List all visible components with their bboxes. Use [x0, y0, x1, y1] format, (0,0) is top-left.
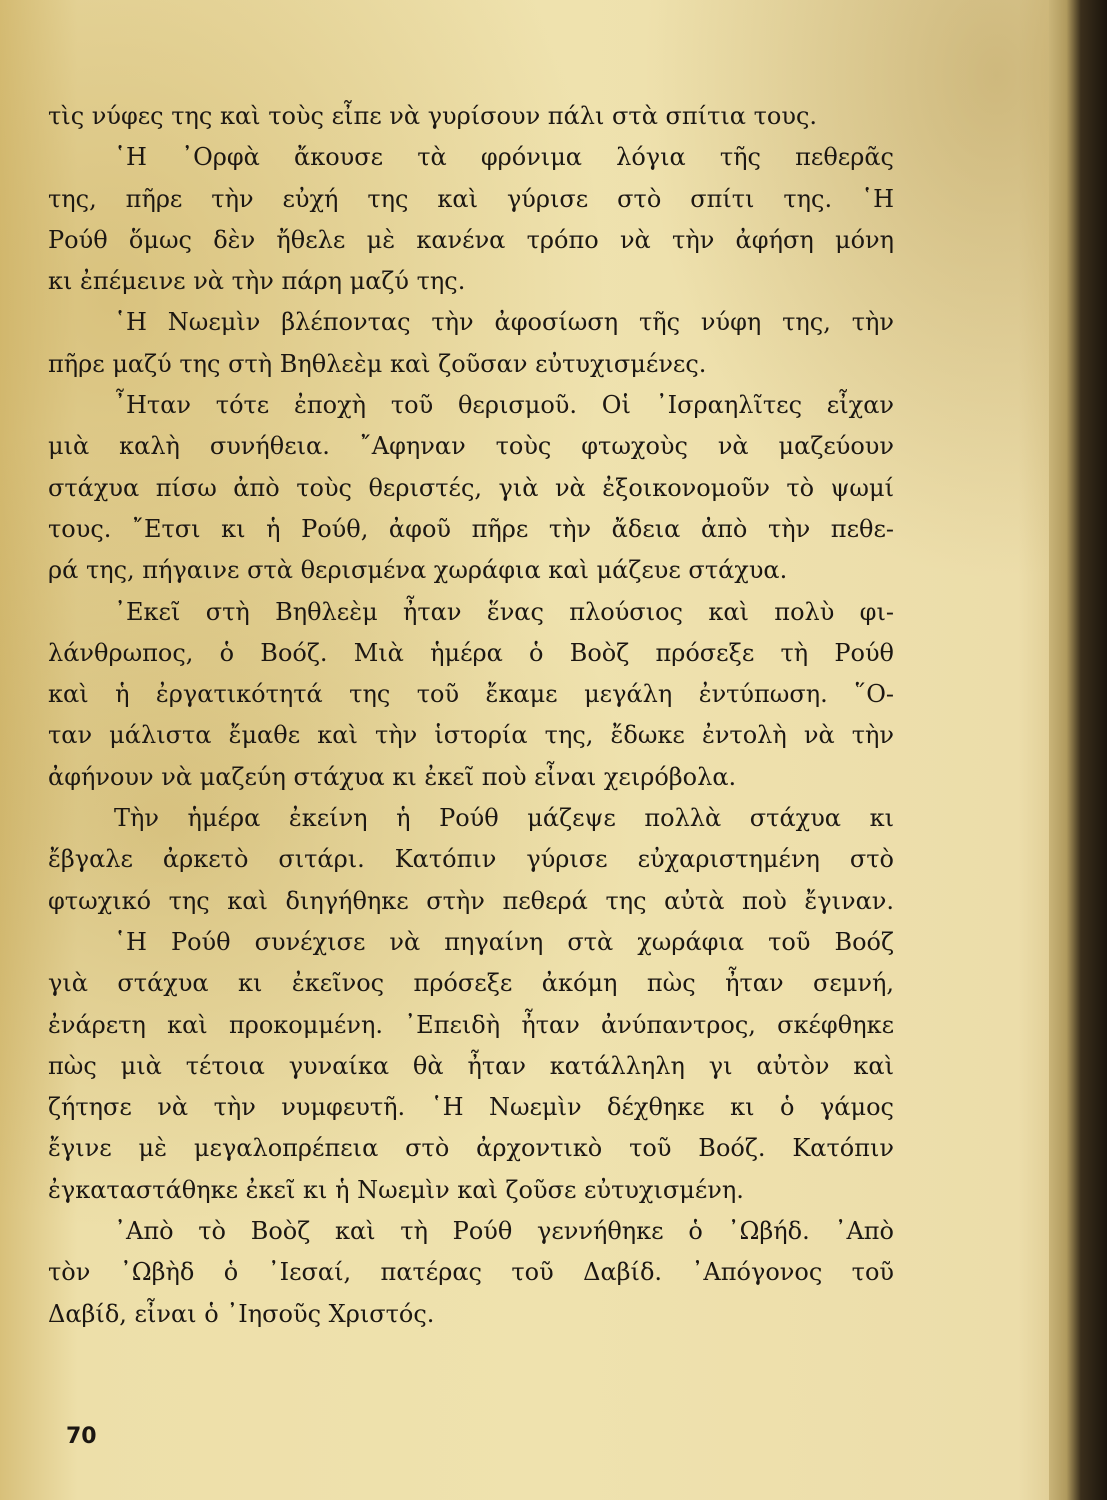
book-binding-edge: [1049, 0, 1107, 1500]
text-line: ζήτησε νὰ τὴν νυμφευτῆ. ῾Η Νωεμὶν δέχθηκε κι ὁ γάμος: [48, 1093, 894, 1122]
text-line: φτωχικό της καὶ διηγήθηκε στὴν πεθερά της αὐτὰ ποὺ ἔγιναν.: [48, 886, 894, 915]
text-line: Δαβίδ, εἶναι ὁ ᾿Ιησοῦς Χριστός.: [48, 1299, 435, 1328]
text-line: ρά της, πήγαινε στὰ θερισμένα χωράφια καὶ μάζευε στάχυα.: [48, 556, 788, 585]
body-text: [48, 96, 894, 1335]
text-line: γιὰ στάχυα κι ἐκεῖνος πρόσεξε ἀκόμη πὼς ἦταν σεμνή,: [48, 969, 894, 998]
text-line: ῾Η ᾿Ορφὰ ἄκουσε τὰ φρόνιμα λόγια τῆς πεθερᾶς: [114, 143, 894, 172]
text-line: ῏Ηταν τότε ἐποχὴ τοῦ θερισμοῦ. Οἱ ᾿Ισραηλῖτες εἶχαν: [114, 391, 894, 420]
text-line: Τὴν ἡμέρα ἐκείνη ἡ Ρούθ μάζεψε πολλὰ στάχυα κι: [114, 804, 894, 833]
text-line: ἔγινε μὲ μεγαλοπρέπεια στὸ ἀρχοντικὸ τοῦ Βοόζ. Κατόπιν: [48, 1134, 894, 1163]
text-line: λάνθρωπος, ὁ Βοόζ. Μιὰ ἡμέρα ὁ Βοὸζ πρόσεξε τὴ Ρούθ: [48, 638, 894, 667]
text-line: ῾Η Ρούθ συνέχισε νὰ πηγαίνη στὰ χωράφια τοῦ Βοόζ: [114, 927, 894, 956]
text-line: κι ἐπέμεινε νὰ τὴν πάρη μαζύ της.: [48, 267, 466, 296]
text-line: ταν μάλιστα ἔμαθε καὶ τὴν ἱστορία της, ἔδωκε ἐντολὴ νὰ τὴν: [48, 721, 894, 750]
text-line: ᾿Απὸ τὸ Βοὸζ καὶ τὴ Ρούθ γεννήθηκε ὁ ᾿Ωβήδ. ᾿Απὸ: [114, 1217, 894, 1246]
text-line: τὸν ᾿Ωβὴδ ὁ ᾿Ιεσαί, πατέρας τοῦ Δαβίδ. ᾿Απόγονος τοῦ: [48, 1258, 894, 1287]
text-line: καὶ ἡ ἐργατικότητά της τοῦ ἔκαμε μεγάλη ἐντύπωση. ῞Ο-: [48, 680, 894, 709]
text-line: μιὰ καλὴ συνήθεια. ῎Αφηναν τοὺς φτωχοὺς νὰ μαζεύουν: [48, 432, 894, 461]
text-line: πῆρε μαζύ της στὴ Βηθλεὲμ καὶ ζοῦσαν εὐτυχισμένες.: [48, 349, 707, 378]
text-line: πὼς μιὰ τέτοια γυναίκα θὰ ἦταν κατάλληλη γι αὐτὸν καὶ: [48, 1051, 894, 1080]
text-line: της, πῆρε τὴν εὐχή της καὶ γύρισε στὸ σπίτι της. ῾Η: [48, 184, 894, 213]
text-line: τὶς νύφες της καὶ τοὺς εἶπε νὰ γυρίσουν πάλι στὰ σπίτια τους.: [48, 102, 818, 130]
page-number: 70: [66, 1424, 97, 1449]
text-line: ῾Η Νωεμὶν βλέποντας τὴν ἀφοσίωση τῆς νύφη της, τὴν: [114, 308, 894, 337]
text-line: ἐνάρετη καὶ προκομμένη. ᾿Επειδὴ ἦταν ἀνύπαντρος, σκέφθηκε: [48, 1010, 894, 1039]
text-line: ἀφήνουν νὰ μαζεύη στάχυα κι ἐκεῖ ποὺ εἶναι χειρόβολα.: [48, 762, 737, 791]
text-line: ἔβγαλε ἀρκετὸ σιτάρι. Κατόπιν γύρισε εὐχαριστημένη στὸ: [48, 845, 894, 874]
text-line: τους. ῎Ετσι κι ἡ Ρούθ, ἀφοῦ πῆρε τὴν ἄδεια ἀπὸ τὴν πεθε-: [48, 514, 894, 543]
text-line: ᾿Εκεῖ στὴ Βηθλεὲμ ἦταν ἕνας πλούσιος καὶ πολὺ φι-: [114, 597, 894, 626]
text-line: στάχυα πίσω ἀπὸ τοὺς θεριστές, γιὰ νὰ ἐξοικονομοῦν τὸ ψωμί: [48, 473, 894, 502]
text-line: Ρούθ ὅμως δὲν ἤθελε μὲ κανένα τρόπο νὰ τὴν ἀφήση μόνη: [48, 225, 894, 254]
text-line: ἐγκαταστάθηκε ἐκεῖ κι ἡ Νωεμὶν καὶ ζοῦσε εὐτυχισμένη.: [48, 1175, 744, 1204]
